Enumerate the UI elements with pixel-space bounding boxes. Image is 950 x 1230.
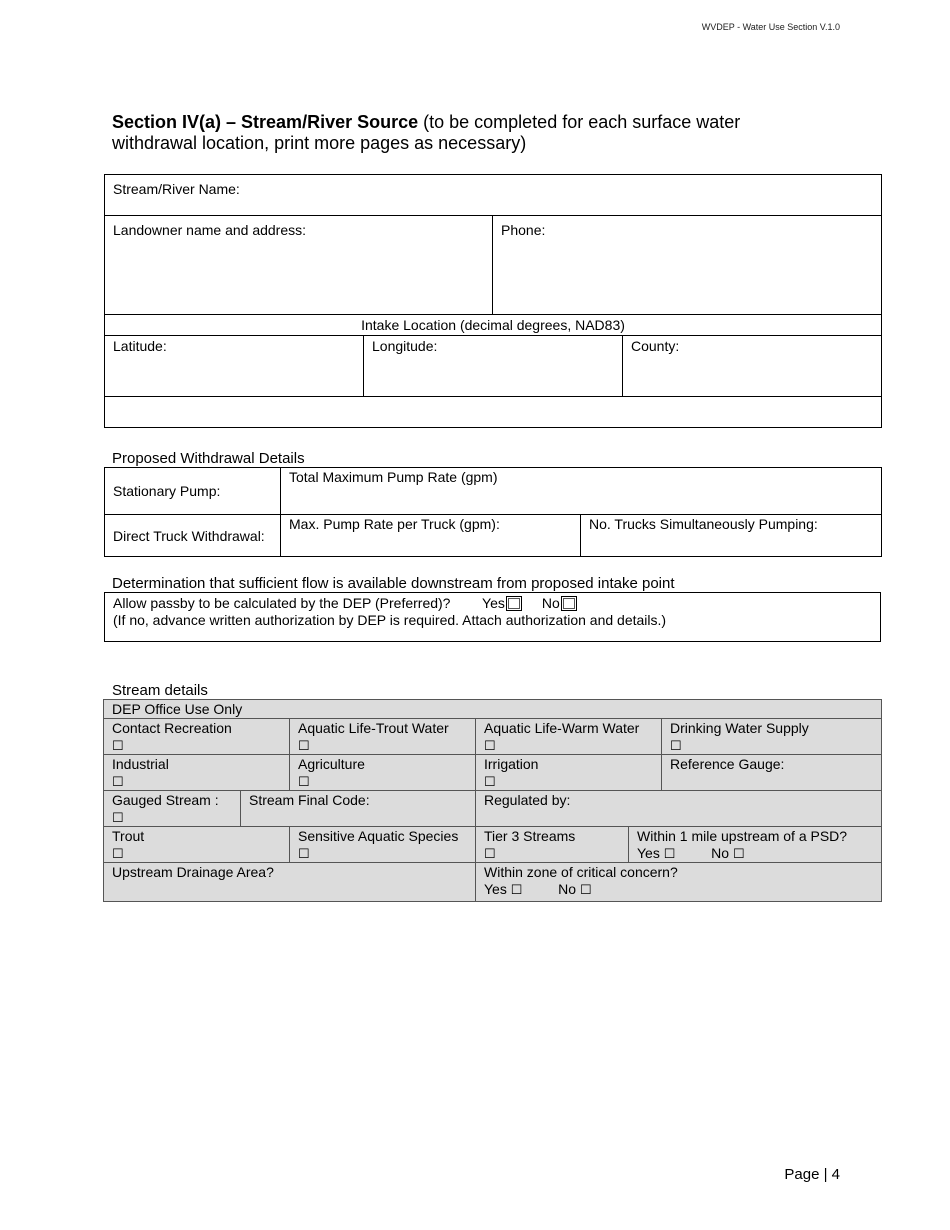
stream-details-table — [103, 699, 882, 902]
within-psd-no-label: No — [711, 845, 730, 861]
drinking-water-checkbox[interactable]: ☐ — [670, 738, 682, 753]
longitude-field[interactable] — [364, 336, 623, 397]
industrial-checkbox[interactable]: ☐ — [112, 774, 124, 789]
sensitive-species-cell — [290, 827, 476, 863]
county-field[interactable] — [623, 336, 882, 397]
critical-concern-label: Within zone of critical concern? — [484, 864, 678, 880]
contact-recreation-label: Contact Recreation — [112, 720, 232, 736]
tier3-cell — [476, 827, 629, 863]
withdrawal-table — [104, 467, 882, 557]
intake-location-header: Intake Location (decimal degrees, NAD83) — [105, 315, 882, 336]
critical-concern-no-label: No — [558, 881, 577, 897]
blank-row[interactable] — [105, 397, 882, 428]
passby-no-label: No — [541, 595, 560, 611]
contact-recreation-cell — [104, 719, 290, 755]
agriculture-label: Agriculture — [298, 756, 365, 772]
within-psd-yes-checkbox[interactable]: ☐ — [663, 846, 676, 861]
landowner-field[interactable] — [105, 216, 493, 315]
determination-box — [104, 592, 881, 642]
trucks-simultaneous-label: No. Trucks Simultaneously Pumping: — [589, 516, 818, 532]
section-title-rest: (to be completed for each surface water withdrawal location, print more pages as necessary) — [112, 112, 741, 153]
aquatic-trout-label: Aquatic Life-Trout Water — [298, 720, 449, 736]
stream-details-heading: Stream details — [112, 682, 208, 699]
sensitive-species-checkbox[interactable]: ☐ — [298, 846, 310, 861]
latitude-label: Latitude: — [113, 338, 167, 354]
sensitive-species-label: Sensitive Aquatic Species — [298, 828, 459, 844]
office-use-label: DEP Office Use Only — [104, 700, 882, 719]
trout-label: Trout — [112, 828, 145, 844]
critical-concern-cell — [476, 863, 882, 902]
contact-recreation-checkbox[interactable]: ☐ — [112, 738, 124, 753]
passby-question: Allow passby to be calculated by the DEP (Preferred)? — [113, 595, 451, 611]
reference-gauge-label: Reference Gauge: — [670, 756, 785, 772]
industrial-cell — [104, 755, 290, 791]
aquatic-warm-checkbox[interactable]: ☐ — [484, 738, 496, 753]
latitude-field[interactable] — [105, 336, 364, 397]
tier3-label: Tier 3 Streams — [484, 828, 576, 844]
within-psd-yes-label: Yes — [637, 845, 660, 861]
stream-final-code-field[interactable] — [241, 791, 476, 827]
gauged-stream-cell — [104, 791, 241, 827]
trout-cell — [104, 827, 290, 863]
reference-gauge-field[interactable] — [662, 755, 882, 791]
within-psd-options — [637, 845, 873, 862]
critical-concern-options — [484, 881, 873, 898]
trout-checkbox[interactable]: ☐ — [112, 846, 124, 861]
critical-concern-no-checkbox[interactable]: ☐ — [579, 882, 592, 897]
section-title-bold: Section IV(a) – Stream/River Source — [112, 112, 419, 132]
critical-concern-yes-checkbox[interactable]: ☐ — [510, 882, 523, 897]
drinking-water-cell — [662, 719, 882, 755]
drinking-water-label: Drinking Water Supply — [670, 720, 809, 736]
phone-label: Phone: — [501, 222, 546, 238]
tier3-checkbox[interactable]: ☐ — [484, 846, 496, 861]
total-max-pump-rate-label: Total Maximum Pump Rate (gpm) — [289, 469, 498, 485]
county-label: County: — [631, 338, 680, 354]
agriculture-cell — [290, 755, 476, 791]
stationary-pump-label: Stationary Pump: — [105, 468, 281, 515]
section-title — [112, 112, 812, 154]
agriculture-checkbox[interactable]: ☐ — [298, 774, 310, 789]
max-pump-per-truck-field[interactable] — [281, 515, 581, 557]
stream-name-field[interactable] — [105, 175, 882, 216]
passby-yes-checkbox[interactable] — [506, 596, 522, 611]
within-psd-label: Within 1 mile upstream of a PSD? — [637, 828, 848, 844]
aquatic-trout-checkbox[interactable]: ☐ — [298, 738, 310, 753]
document-version: WVDEP - Water Use Section V.1.0 — [701, 22, 840, 32]
total-max-pump-rate-field[interactable] — [281, 468, 882, 515]
within-psd-cell — [629, 827, 882, 863]
critical-concern-yes-label: Yes — [484, 881, 507, 897]
irrigation-cell — [476, 755, 662, 791]
irrigation-label: Irrigation — [484, 756, 539, 772]
regulated-by-field[interactable] — [476, 791, 882, 827]
gauged-stream-checkbox[interactable]: ☐ — [112, 810, 124, 825]
regulated-by-label: Regulated by: — [484, 792, 571, 808]
irrigation-checkbox[interactable]: ☐ — [484, 774, 496, 789]
gauged-stream-label: Gauged Stream : — [112, 792, 219, 808]
trucks-simultaneous-field[interactable] — [581, 515, 882, 557]
source-table — [104, 174, 882, 428]
upstream-drainage-label: Upstream Drainage Area? — [112, 864, 274, 880]
upstream-drainage-field[interactable] — [104, 863, 476, 902]
industrial-label: Industrial — [112, 756, 169, 772]
stream-name-label: Stream/River Name: — [113, 181, 240, 197]
direct-truck-label: Direct Truck Withdrawal: — [105, 515, 281, 557]
passby-no-checkbox[interactable] — [561, 596, 577, 611]
within-psd-no-checkbox[interactable]: ☐ — [732, 846, 745, 861]
stream-final-code-label: Stream Final Code: — [249, 792, 370, 808]
aquatic-warm-cell — [476, 719, 662, 755]
landowner-label: Landowner name and address: — [113, 222, 307, 238]
aquatic-warm-label: Aquatic Life-Warm Water — [484, 720, 640, 736]
phone-field[interactable] — [493, 216, 882, 315]
max-pump-per-truck-label: Max. Pump Rate per Truck (gpm): — [289, 516, 500, 532]
aquatic-trout-cell — [290, 719, 476, 755]
determination-heading: Determination that sufficient flow is available downstream from proposed intake point — [112, 575, 675, 592]
page-number: Page | 4 — [784, 1166, 840, 1183]
withdrawal-heading: Proposed Withdrawal Details — [112, 450, 305, 467]
passby-note: (If no, advance written authorization by DEP is required. Attach authorization and details.) — [113, 612, 667, 628]
passby-yes-label: Yes — [482, 595, 505, 611]
longitude-label: Longitude: — [372, 338, 438, 354]
passby-row — [113, 595, 872, 612]
